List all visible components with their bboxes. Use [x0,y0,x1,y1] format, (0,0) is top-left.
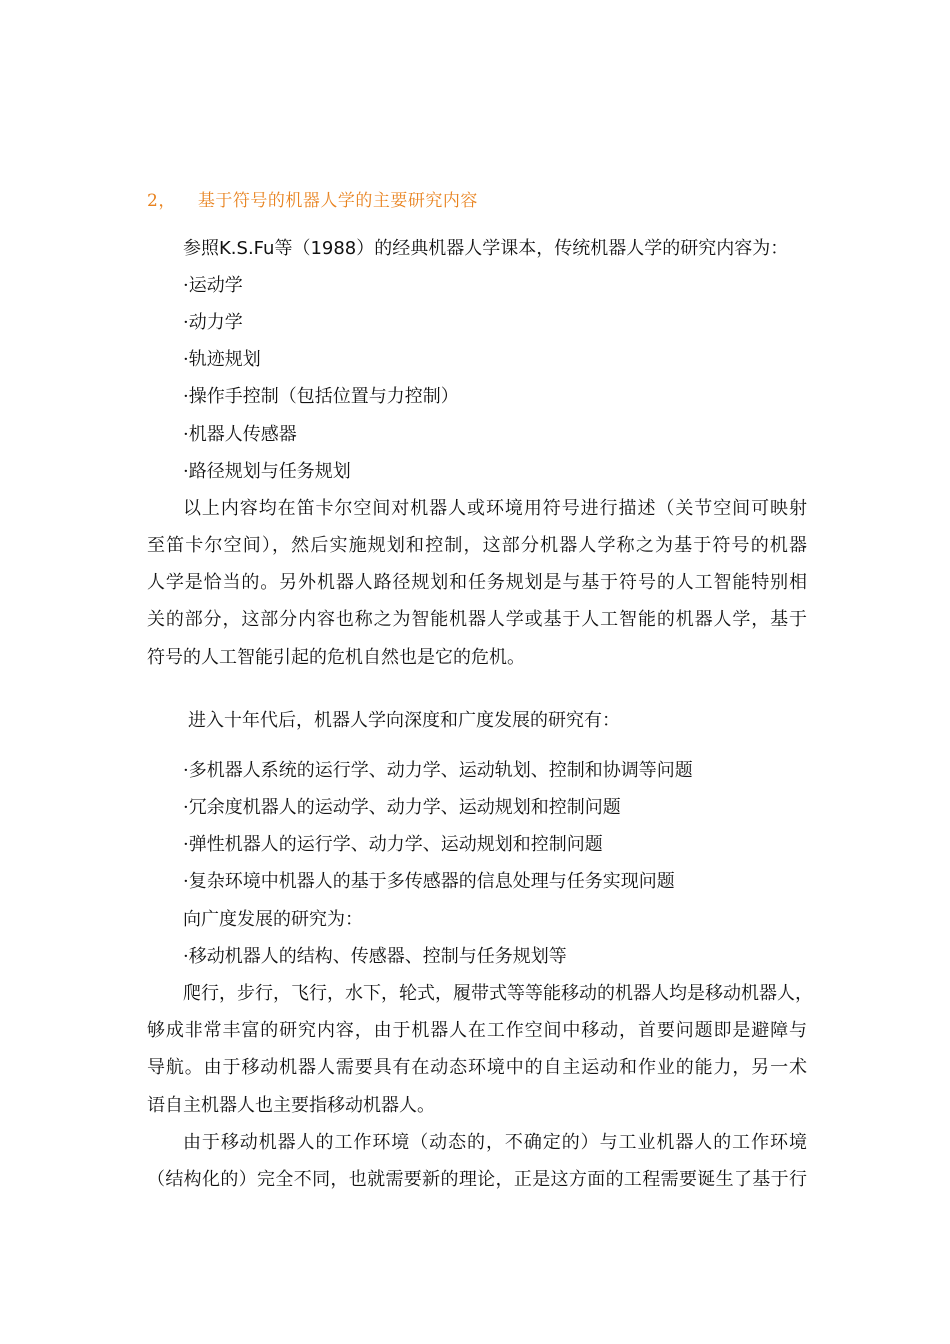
intro-paragraph [183,236,788,262]
intro-ref: K.S.Fu [219,238,275,259]
intro-mid: 等（ [274,238,311,259]
section-number: 2， [147,191,176,211]
paragraph-line: 由于移动机器人的工作环境（动态的，不确定的）与工业机器人的工作环境 [183,1132,807,1153]
list-item: ·弹性机器人的运行学、动力学、运动规划和控制问题 [183,834,603,855]
intro-post: ）的经典机器人学课本，传统机器人学的研究内容为： [356,238,789,259]
list-item: ·运动学 [183,275,243,296]
list-item: ·冗余度机器人的运动学、动力学、运动规划和控制问题 [183,797,621,818]
section-title: 基于符号的机器人学的主要研究内容 [197,191,478,211]
paragraph-line: 以上内容均在笛卡尔空间对机器人或环境用符号进行描述（关节空间可映射 [183,498,807,519]
paragraph-line: 爬行，步行，飞行，水下，轮式，履带式等等能移动的机器人均是移动机器人， [183,983,813,1004]
list-item: ·轨迹规划 [183,349,261,370]
list-item: ·多机器人系统的运行学、动力学、运动轨划、控制和协调等问题 [183,760,693,781]
paragraph-line: 语自主机器人也主要指移动机器人。 [147,1095,435,1116]
section-heading [147,186,478,211]
list-item: ·操作手控制（包括位置与力控制） [183,386,459,407]
list-item: ·路径规划与任务规划 [183,461,351,482]
paragraph-line: 导航。由于移动机器人需要具有在动态环境中的自主运动和作业的能力，另一术 [147,1057,807,1078]
paragraph-line: 向广度发展的研究为： [183,909,363,930]
paragraph-line: 符号的人工智能引起的危机自然也是它的危机。 [147,647,525,668]
paragraph-line: 人学是恰当的。另外机器人路径规划和任务规划是与基于符号的人工智能特别相 [147,572,807,593]
intro-year: 1988 [310,238,357,259]
list-item: ·移动机器人的结构、传感器、控制与任务规划等 [183,946,567,967]
paragraph-line: 进入十年代后，机器人学向深度和广度发展的研究有： [188,710,620,731]
list-item: ·复杂环境中机器人的基于多传感器的信息处理与任务实现问题 [183,871,675,892]
paragraph-line: 够成非常丰富的研究内容，由于机器人在工作空间中移动，首要问题即是避障与 [147,1020,807,1041]
intro-pre: 参照 [183,238,219,259]
paragraph-line: 至笛卡尔空间），然后实施规划和控制，这部分机器人学称之为基于符号的机器 [147,535,807,556]
list-item: ·动力学 [183,312,243,333]
paragraph-line: 关的部分，这部分内容也称之为智能机器人学或基于人工智能的机器人学，基于 [147,609,807,630]
list-item: ·机器人传感器 [183,424,297,445]
paragraph-line: （结构化的）完全不同，也就需要新的理论，正是这方面的工程需要诞生了基于行 [147,1169,807,1190]
